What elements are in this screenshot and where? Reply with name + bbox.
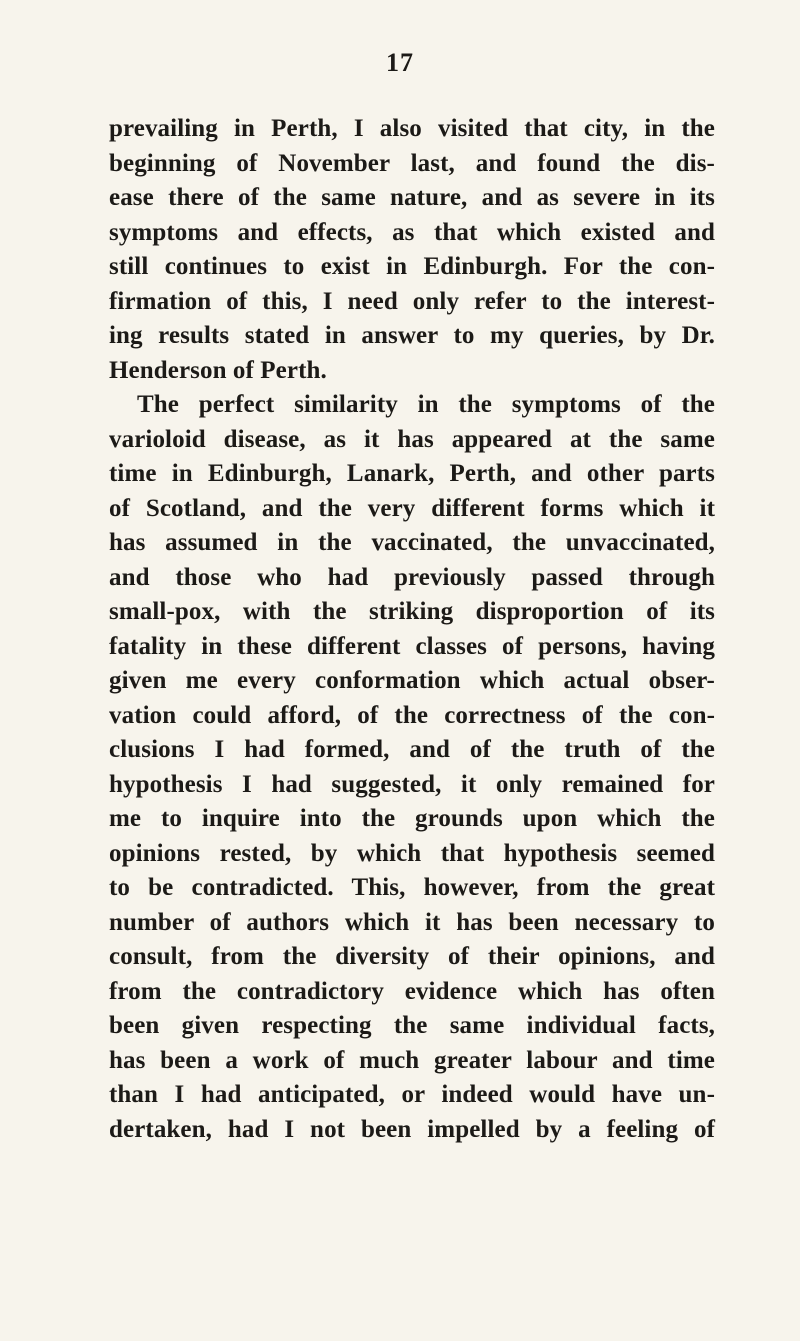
text-line-17: given me every conformation which actual obser- — [109, 667, 715, 694]
text-line-21: me to inquire into the grounds upon which the — [109, 805, 715, 832]
text-line-1: prevailing in Perth, I also visited that city, in the — [109, 115, 715, 142]
text-line-9: The perfect similarity in the symptoms of the — [137, 391, 715, 418]
text-line-16: fatality in these different classes of persons, having — [109, 632, 715, 660]
text-line-12: of Scotland, and the very different forms which it — [109, 494, 715, 522]
text-line-3: ease there of the same nature, and as severe in its — [109, 184, 715, 211]
page-number: 17 — [386, 48, 414, 77]
text-line-28: has been a work of much greater labour and time — [109, 1046, 715, 1074]
text-line-5: still continues to exist in Edinburgh. For the con- — [109, 253, 715, 280]
text-line-26: from the contradictory evidence which has often — [109, 977, 715, 1005]
text-line-2: beginning of November last, and found the dis- — [109, 149, 715, 177]
text-line-27: been given respecting the same individual facts, — [109, 1012, 715, 1039]
text-line-24: number of authors which it has been necessary to — [109, 908, 715, 936]
text-line-6: firmation of this, I need only refer to the interest- — [109, 287, 715, 315]
text-line-29: than I had anticipated, or indeed would have un- — [109, 1081, 715, 1108]
text-line-25: consult, from the diversity of their opinions, and — [109, 943, 715, 970]
text-line-15: small-pox, with the striking disproportion of its — [109, 598, 715, 625]
text-line-23: to be contradicted. This, however, from the great — [109, 874, 715, 901]
text-line-18: vation could afford, of the correctness of the con- — [109, 701, 715, 729]
body-text — [109, 112, 715, 1147]
text-line-20: hypothesis I had suggested, it only remained for — [109, 770, 715, 798]
text-line-10: varioloid disease, as it has appeared at the same — [109, 425, 715, 453]
text-line-7: ing results stated in answer to my queries, by Dr. — [109, 322, 715, 349]
text-line-14: and those who had previously passed through — [109, 563, 715, 591]
text-line-19: clusions I had formed, and of the truth of the — [109, 736, 715, 763]
text-line-4: symptoms and effects, as that which existed and — [109, 218, 715, 246]
text-line-22: opinions rested, by which that hypothesis seemed — [109, 839, 715, 867]
text-line-30: dertaken, had I not been impelled by a feeling of — [109, 1115, 715, 1143]
text-line-13: has assumed in the vaccinated, the unvaccinated, — [109, 529, 715, 556]
text-line-11: time in Edinburgh, Lanark, Perth, and other parts — [109, 460, 715, 487]
text-line-8: Henderson of Perth. — [109, 356, 327, 384]
